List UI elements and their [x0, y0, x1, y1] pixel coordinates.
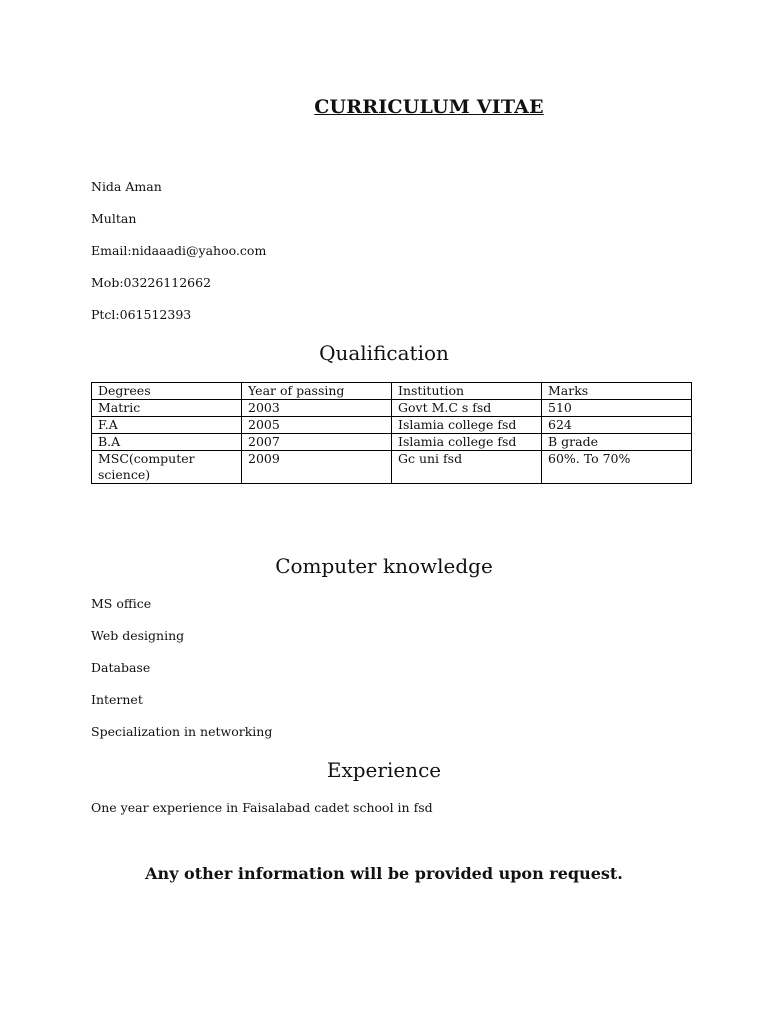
list-item: Specialization in networking [91, 724, 273, 739]
list-item: Web designing [91, 628, 185, 643]
table-cell: 2009 [242, 451, 392, 484]
column-header-institution: Institution [392, 383, 542, 400]
contact-mobile: Mob:03226112662 [91, 275, 212, 290]
table-cell: B grade [542, 434, 692, 451]
qualification-table [91, 382, 692, 484]
table-cell: Islamia college fsd [392, 434, 542, 451]
table-cell: MSC(computer science) [92, 451, 242, 484]
column-header-marks: Marks [542, 383, 692, 400]
table-cell: 60%. To 70% [542, 451, 692, 484]
computer-knowledge-heading: Computer knowledge [275, 554, 493, 578]
contact-ptcl: Ptcl:061512393 [91, 307, 192, 322]
list-item: MS office [91, 596, 152, 611]
table-cell: 624 [542, 417, 692, 434]
table-cell: B.A [92, 434, 242, 451]
contact-city: Multan [91, 211, 137, 226]
experience-text: One year experience in Faisalabad cadet school in fsd [91, 800, 433, 815]
table-cell: Govt M.C s fsd [392, 400, 542, 417]
table-header-row [92, 383, 692, 400]
list-item: Database [91, 660, 151, 675]
list-item: Internet [91, 692, 143, 707]
table-cell: 510 [542, 400, 692, 417]
table-row [92, 400, 692, 417]
table-cell: 2005 [242, 417, 392, 434]
table-cell: F.A [92, 417, 242, 434]
table-cell: Matric [92, 400, 242, 417]
contact-email: Email:nidaaadi@yahoo.com [91, 243, 267, 258]
contact-name: Nida Aman [91, 179, 162, 194]
qualification-heading: Qualification [319, 341, 449, 365]
experience-heading: Experience [326, 758, 442, 782]
table-row [92, 434, 692, 451]
table-row [92, 451, 692, 484]
table-cell: 2003 [242, 400, 392, 417]
column-header-degrees: Degrees [92, 383, 242, 400]
table-cell: Islamia college fsd [392, 417, 542, 434]
table-cell: Gc uni fsd [392, 451, 542, 484]
table-row [92, 417, 692, 434]
footer-note: Any other information will be provided upon request. [145, 864, 623, 883]
document-title: CURRICULUM VITAE [314, 96, 544, 118]
column-header-year: Year of passing [242, 383, 392, 400]
table-cell: 2007 [242, 434, 392, 451]
